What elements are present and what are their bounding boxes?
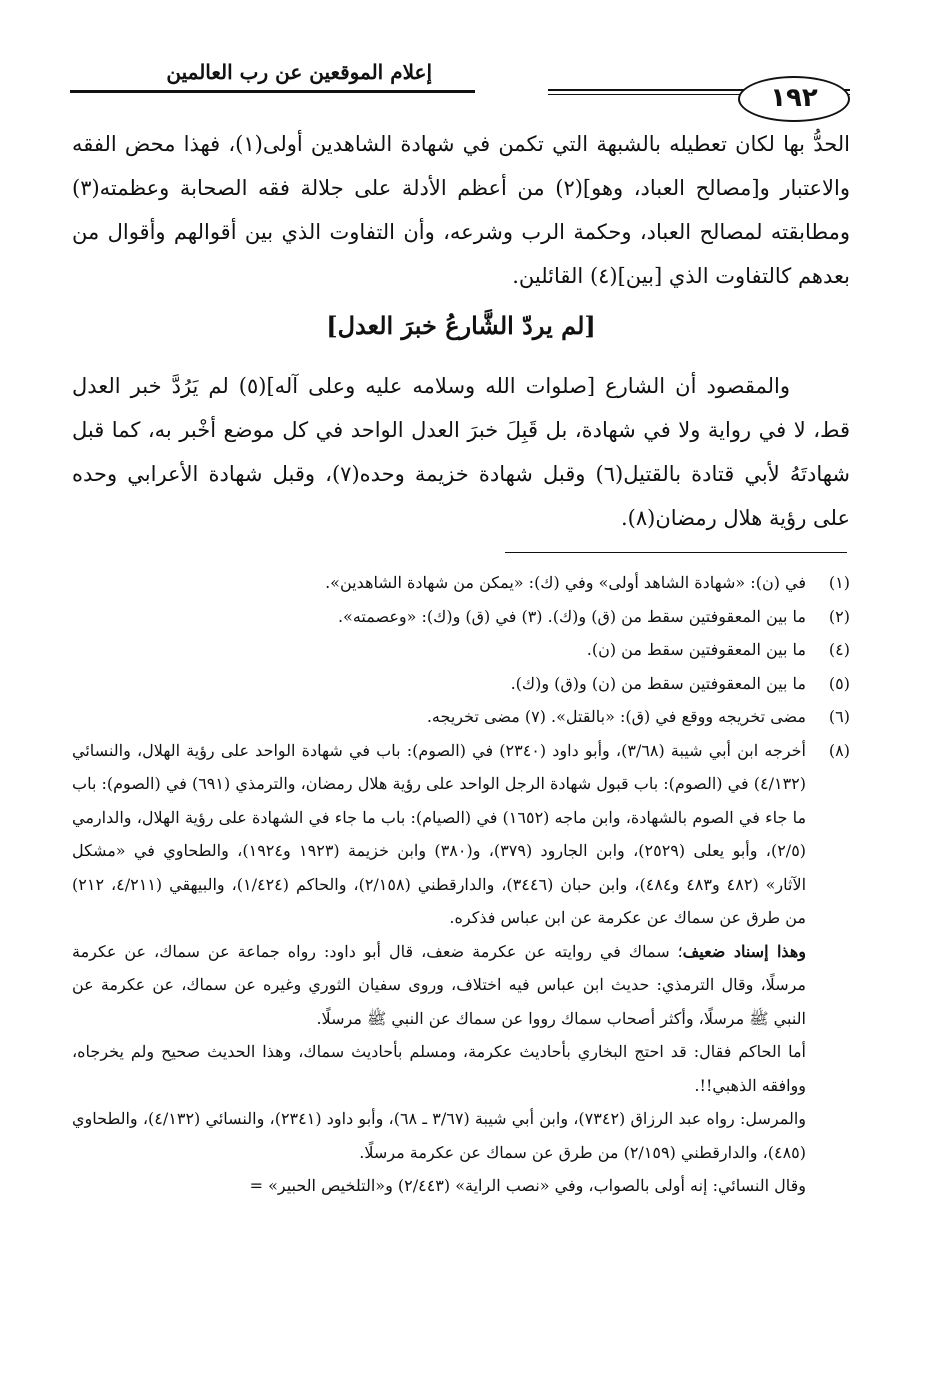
book-title: إعلام الموقعين عن رب العالمين [166, 60, 432, 84]
footnote-number: (٦) [828, 707, 850, 726]
paragraph-2 [72, 364, 850, 540]
paragraph-1-text: الحدُّ بها لكان تعطيله بالشبهة التي تكمن في شهادة الشاهدين أولى(١)، فهذا محض الفقه والاعتبار و[مصالح العباد، وهو](٢) من أعظم الأدلة على جلالة فقه الصحابة وعظمته(٣) ومطابقته لمصالح العباد، وحكمة الرب وشرعه، وأن التفاوت الذي بين أقوالهم وأقوال من بعدهم كالتفاوت الذي [بين](٤) القائلين. [72, 132, 851, 288]
footnote-6-7 [72, 700, 850, 734]
footnote-8-isnad [72, 935, 850, 1036]
footnote-4 [72, 633, 850, 667]
footnote-8-hakim: أما الحاكم فقال: قد احتج البخاري بأحاديث عكرمة، ومسلم بأحاديث سماك، وهذا الحديث صحيح ولم يخرجاه، ووافقه الذهبي!!. [72, 1042, 807, 1095]
footnote-8-nasai: وقال النسائي: إنه أولى بالصواب، وفي «نصب الراية» (٢/٤٤٣) و«التلخيص الحبير» = [249, 1176, 806, 1195]
footnote-text: مضى تخريجه ووقع في (ق): «بالقتل». (٧) مضى تخريجه. [426, 707, 806, 726]
footnote-text: في (ن): «شهادة الشاهد أولى» وفي (ك): «يمكن من شهادة الشاهدين». [325, 573, 806, 592]
footnote-number: (٢) [828, 606, 850, 626]
page-number: ١٩٢ [738, 76, 850, 122]
footnote-5 [72, 667, 850, 701]
footnote-number: (٥) [828, 673, 850, 693]
header-rule-left [70, 90, 475, 93]
paragraph-1 [72, 122, 850, 298]
page-header [70, 58, 850, 113]
footnote-separator [505, 552, 847, 553]
footnote-2-3 [72, 600, 850, 634]
footnote-number: (٨) [828, 740, 850, 760]
footnote-text: ما بين المعقوفتين سقط من (ن). [586, 640, 806, 659]
footnote-text: ما بين المعقوفتين سقط من (ن) و(ق) و(ك). [510, 673, 806, 693]
section-heading: [لم يردّ الشَّارعُ خبرَ العدل] [326, 311, 596, 340]
footnote-1 [72, 566, 850, 600]
footnote-number: (١) [828, 573, 850, 592]
footnote-8 [72, 734, 850, 935]
footnote-text: ما بين المعقوفتين سقط من (ق) و(ك). (٣) في (ق) و(ك): «وعصمته». [337, 606, 806, 626]
paragraph-2-text: والمقصود أن الشارع [صلوات الله وسلامه عليه وعلى آله](٥) لم يَرُدَّ خبر العدل قط، لا في رواية ولا في شهادة، بل قَبِلَ خبرَ العدل الواحد في كل موضع أخْبر به، كما قبل شهادتَهُ لأبي قتادة بالقتيل(٦) وقبل شهادة خزيمة وحده(٧)، وقبل شهادة الأعرابي وحده على رؤية هلال رمضان(٨). [72, 374, 850, 530]
footnote-text: أخرجه ابن أبي شيبة (٣/٦٨)، وأبو داود (٢٣٤٠) في (الصوم): باب في شهادة الواحد على رؤية الهلال، والنسائي (٤/١٣٢) في (الصوم): باب قبول شهادة الرجل الواحد على رؤية هلال رمضان، والترمذي (٦٩١) في (الصوم): باب ما جاء في الصوم بالشهادة، وابن ماجه (١٦٥٢) في (الصيام): باب ما جاء في الشهادة على رؤية الهلال، والدارمي (٢/٥)، وأبو يعلى (٢٥٢٩)، وابن الجارود (٣٧٩)، و(٣٨٠) وابن خزيمة (١٩٢٣ و١٩٢٤)، والطحاوي في «مشكل الآثار» (٤٨٢ و٤٨٣ و٤٨٤)، وابن حبان (٣٤٤٦)، والدارقطني (٢/١٥٨)، والحاكم (١/٤٢٤)، والبيهقي (٤/٢١١، ٢١٢) من طرق عن سماك عن عكرمة عن ابن عباس فذكره. [72, 740, 807, 927]
footnote-8-isnad-lead: وهذا إسناد ضعيف [682, 941, 806, 961]
footnote-8-mursal: والمرسل: رواه عبد الرزاق (٧٣٤٢)، وابن أبي شيبة (٣/٦٧ ـ ٦٨)، وأبو داود (٢٣٤١)، والنسائي (٤/١٣٢)، والطحاوي (٤٨٥)، والدارقطني (٢/١٥٩) من طرق عن سماك عن عكرمة مرسلًا. [72, 1109, 807, 1162]
footnotes [72, 566, 850, 1203]
footnote-number: (٤) [828, 640, 850, 659]
footnote-8-isnad-rest: ؛ سماك في روايته عن عكرمة ضعف، قال أبو داود: رواه جماعة عن سماك، عن عكرمة مرسلًا، وقال الترمذي: حديث ابن عباس فيه اختلاف، وروى سفيان الثوري وغيره عن سماك، عن عكرمة عن النبي ﷺ مرسلًا، وأكثر أصحاب سماك رووا عن سماك عن النبي ﷺ مرسلًا. [72, 941, 806, 1028]
